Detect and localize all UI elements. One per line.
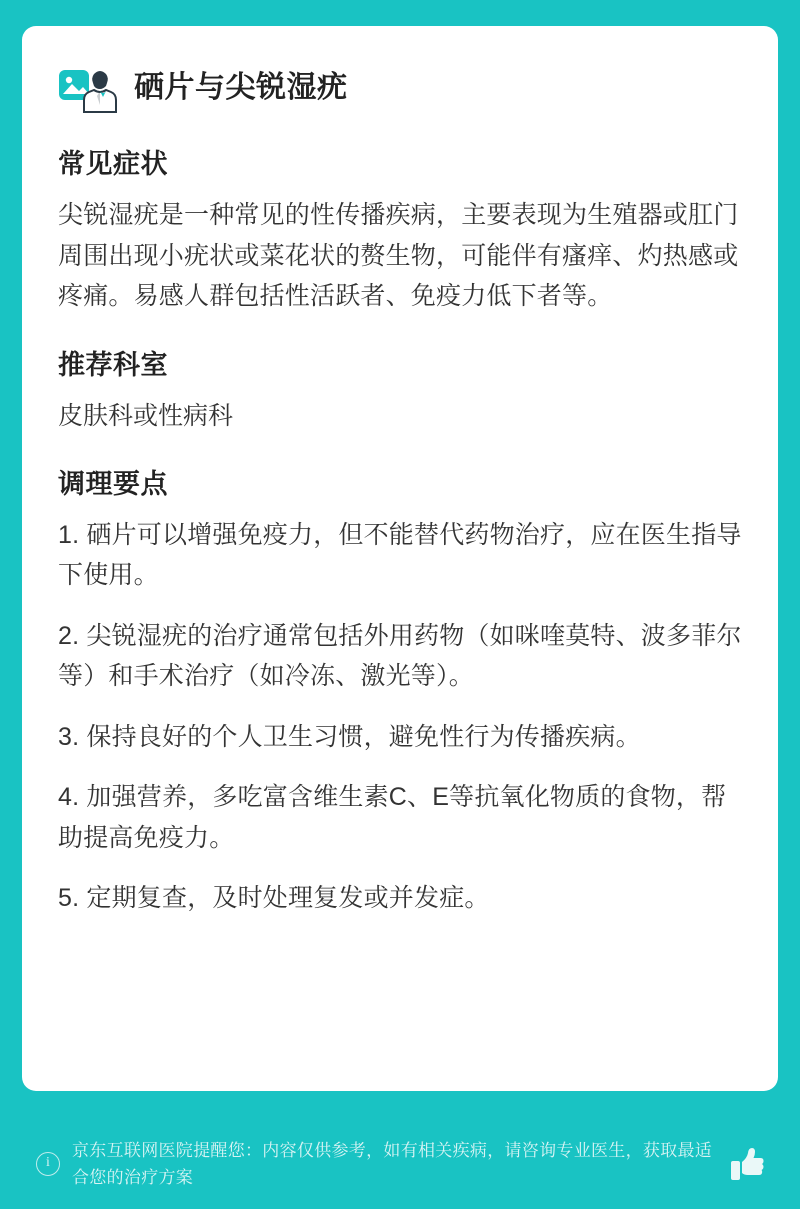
footer-text: 京东互联网医院提醒您：内容仅供参考，如有相关疾病，请咨询专业医生，获取最适合您的治疗方案 xyxy=(72,1140,713,1187)
footer-disclaimer xyxy=(22,1137,778,1191)
tips-list xyxy=(58,515,742,919)
list-item: 3. 保持良好的个人卫生习惯，避免性行为传播疾病。 xyxy=(58,722,641,751)
section-heading-symptoms: 常见症状 xyxy=(58,149,168,179)
document-image-icon xyxy=(58,58,120,120)
list-item: 1. 硒片可以增强免疫力，但不能替代药物治疗，应在医生指导下使用。 xyxy=(58,520,742,589)
section-body-department: 皮肤科或性病科 xyxy=(58,401,234,430)
card-header xyxy=(58,54,742,120)
thumbs-up-icon[interactable] xyxy=(730,1146,764,1182)
content-card xyxy=(22,26,778,1091)
section-body-symptoms: 尖锐湿疣是一种常见的性传播疾病，主要表现为生殖器或肛门周围出现小疣状或菜花状的赘生物，可能伴有瘙痒、灼热感或疼痛。易感人群包括性活跃者、免疫力低下者等。 xyxy=(58,201,739,310)
list-item: 5. 定期复查，及时处理复发或并发症。 xyxy=(58,884,490,912)
list-item: 2. 尖锐湿疣的治疗通常包括外用药物（如咪喹莫特、波多菲尔等）和手术治疗（如冷冻、激光等）。 xyxy=(58,621,742,690)
page-title: 硒片与尖锐湿疣 xyxy=(134,71,348,104)
info-circle-icon: i xyxy=(36,1152,60,1176)
list-item: 4. 加强营养，多吃富含维生素C、E等抗氧化物质的食物，帮助提高免疫力。 xyxy=(58,783,727,852)
section-heading-tips: 调理要点 xyxy=(58,468,168,499)
section-heading-department: 推荐科室 xyxy=(58,349,168,380)
